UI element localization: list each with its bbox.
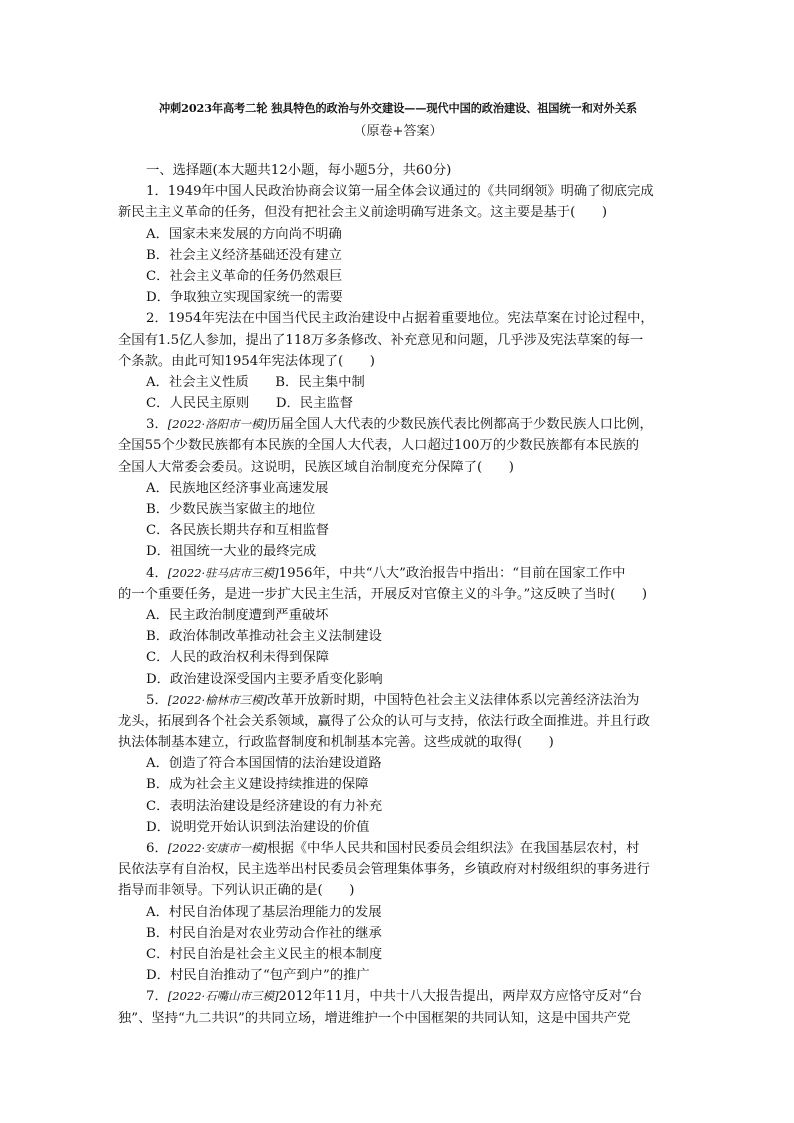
question-text: 执法体制基本建立，行政监督制度和机制基本完善。这些成就的取得( ) <box>118 735 554 751</box>
question-text <box>118 563 684 584</box>
answer-option: A．创造了符合本国国情的法治建设道路 <box>146 756 382 772</box>
question-number: 4． <box>146 565 168 581</box>
answer-option: B．政治体制改革推动社会主义法制建设 <box>146 629 382 645</box>
question-text: 个条款。由此可知1954年宪法体现了( ) <box>118 353 375 369</box>
question-text: 全国人大常委会委员。这说明，民族区域自治制度充分保障了( ) <box>118 459 514 475</box>
question-source: [2022·安康市一模] <box>167 841 268 855</box>
question-text: 2．1954年宪法在中国当代民主政治建设中占据着重要地位。宪法草案在讨论过程中， <box>146 311 654 327</box>
document-body <box>118 160 684 1029</box>
question-text: 独”、坚持“九二共识”的共同立场，增进维护一个中国框架的共同认知，这是中国共产党 <box>118 1010 631 1026</box>
question-number: 6． <box>146 841 168 856</box>
question-source: [2022·石嘴山市三模] <box>167 989 279 1004</box>
question-text-part: 改革开放新时期，中国特色社会主义法律体系以完善经济法治为 <box>267 692 640 708</box>
question-text-part: 根据《中华人民共和国村民委员会组织法》在我国基层农村，村 <box>267 841 640 856</box>
question-text <box>118 986 684 1007</box>
question-number: 3． <box>146 417 168 433</box>
answer-option: C．人民民主原则 D．民主监督 <box>146 396 353 412</box>
answer-option: C．人民的政治权利未得到保障 <box>146 650 330 666</box>
question-text: 龙头，拓展到各个社会关系领域，赢得了公众的认可与支持，依法行政全面推进。并且行政 <box>118 713 650 729</box>
question-7 <box>118 986 684 1028</box>
question-text: 1．1949年中国人民政治协商会议第一届全体会议通过的《共同纲领》明确了彻底完成 <box>146 184 654 200</box>
question-text: 指导而非领导。下列认识正确的是( ) <box>118 883 355 899</box>
question-2 <box>118 308 684 414</box>
answer-option: B．成为社会主义建设持续推进的保障 <box>146 777 369 793</box>
answer-option: C．村民自治是社会主义民主的根本制度 <box>146 946 383 962</box>
question-text: 新民主主义革命的任务，但没有把社会主义前途明确写进条文。这主要是基于( ) <box>118 205 608 221</box>
answer-option: B．社会主义经济基础还没有建立 <box>146 247 342 263</box>
question-5 <box>118 690 684 838</box>
answer-option: A．国家未来发展的方向尚不明确 <box>146 226 342 242</box>
question-text: 全国55个少数民族都有本民族的全国人大代表，人口超过100万的少数民族都有本民族的 <box>118 438 639 454</box>
answer-option: B．少数民族当家做主的地位 <box>146 502 316 517</box>
answer-option: A．社会主义性质 B．民主集中制 <box>146 374 365 390</box>
question-number: 5． <box>146 692 168 708</box>
question-source: [2022·榆林市三模] <box>167 692 268 707</box>
answer-option: D．村民自治推动了“包产到户”的推广 <box>146 968 370 984</box>
answer-option: D．政治建设深受国内主要矛盾变化影响 <box>146 671 383 687</box>
question-source: [2022·洛阳市一模] <box>167 417 268 432</box>
question-text: 民依法享有自治权，民主选举出村民委员会管理集体事务，乡镇政府对村级组织的事务进行 <box>118 862 650 878</box>
question-text: 全国有1.5亿人参加，提出了118万多条修改、补充意见和问题，几乎涉及宪法草案的每一 <box>118 332 644 348</box>
question-1 <box>118 181 684 308</box>
answer-option: A．村民自治体现了基层治理能力的发展 <box>146 904 382 920</box>
question-text <box>118 838 684 859</box>
question-6 <box>118 838 684 986</box>
question-text-part: 1956年，中共“八大”政治报告中指出：“目前在国家工作中 <box>278 565 626 581</box>
question-number: 7． <box>146 989 168 1005</box>
document-title: 冲刺2023年高考二轮 独具特色的政治与外交建设——现代中国的政治建设、祖国统一和对外关系 <box>158 101 638 115</box>
question-3 <box>118 414 684 562</box>
answer-option: C．各民族长期共存和互相监督 <box>146 523 330 539</box>
answer-option: A．民主政治制度遭到严重破坏 <box>146 607 329 623</box>
answer-option: C．表明法治建设是经济建设的有力补充 <box>146 798 383 814</box>
question-text-part: 2012年11月，中共十八大报告提出，两岸双方应恪守反对“台 <box>278 989 643 1005</box>
answer-option: B．村民自治是对农业劳动合作社的继承 <box>146 925 382 941</box>
answer-option: A．民族地区经济事业高速发展 <box>146 480 329 496</box>
question-source: [2022·驻马店市三模] <box>167 565 279 580</box>
question-text: 的一个重要任务，是进一步扩大民主生活，开展反对官僚主义的斗争。”这反映了当时( ) <box>118 586 648 602</box>
question-4 <box>118 563 684 690</box>
section-heading: 一、选择题(本大题共12小题，每小题5分，共60分) <box>146 163 452 178</box>
answer-option: D．祖国统一大业的最终完成 <box>146 544 317 560</box>
answer-option: D．说明党开始认识到法治建设的价值 <box>146 819 370 835</box>
document-subtitle: （原卷+答案） <box>353 124 443 139</box>
question-text-part: 历届全国人大代表的少数民族代表比例都高于少数民族人口比例， <box>267 417 653 433</box>
answer-option: D．争取独立实现国家统一的需要 <box>146 290 343 306</box>
question-text <box>118 690 684 711</box>
question-text <box>118 414 684 435</box>
answer-option: C．社会主义革命的任务仍然艰巨 <box>146 268 343 284</box>
